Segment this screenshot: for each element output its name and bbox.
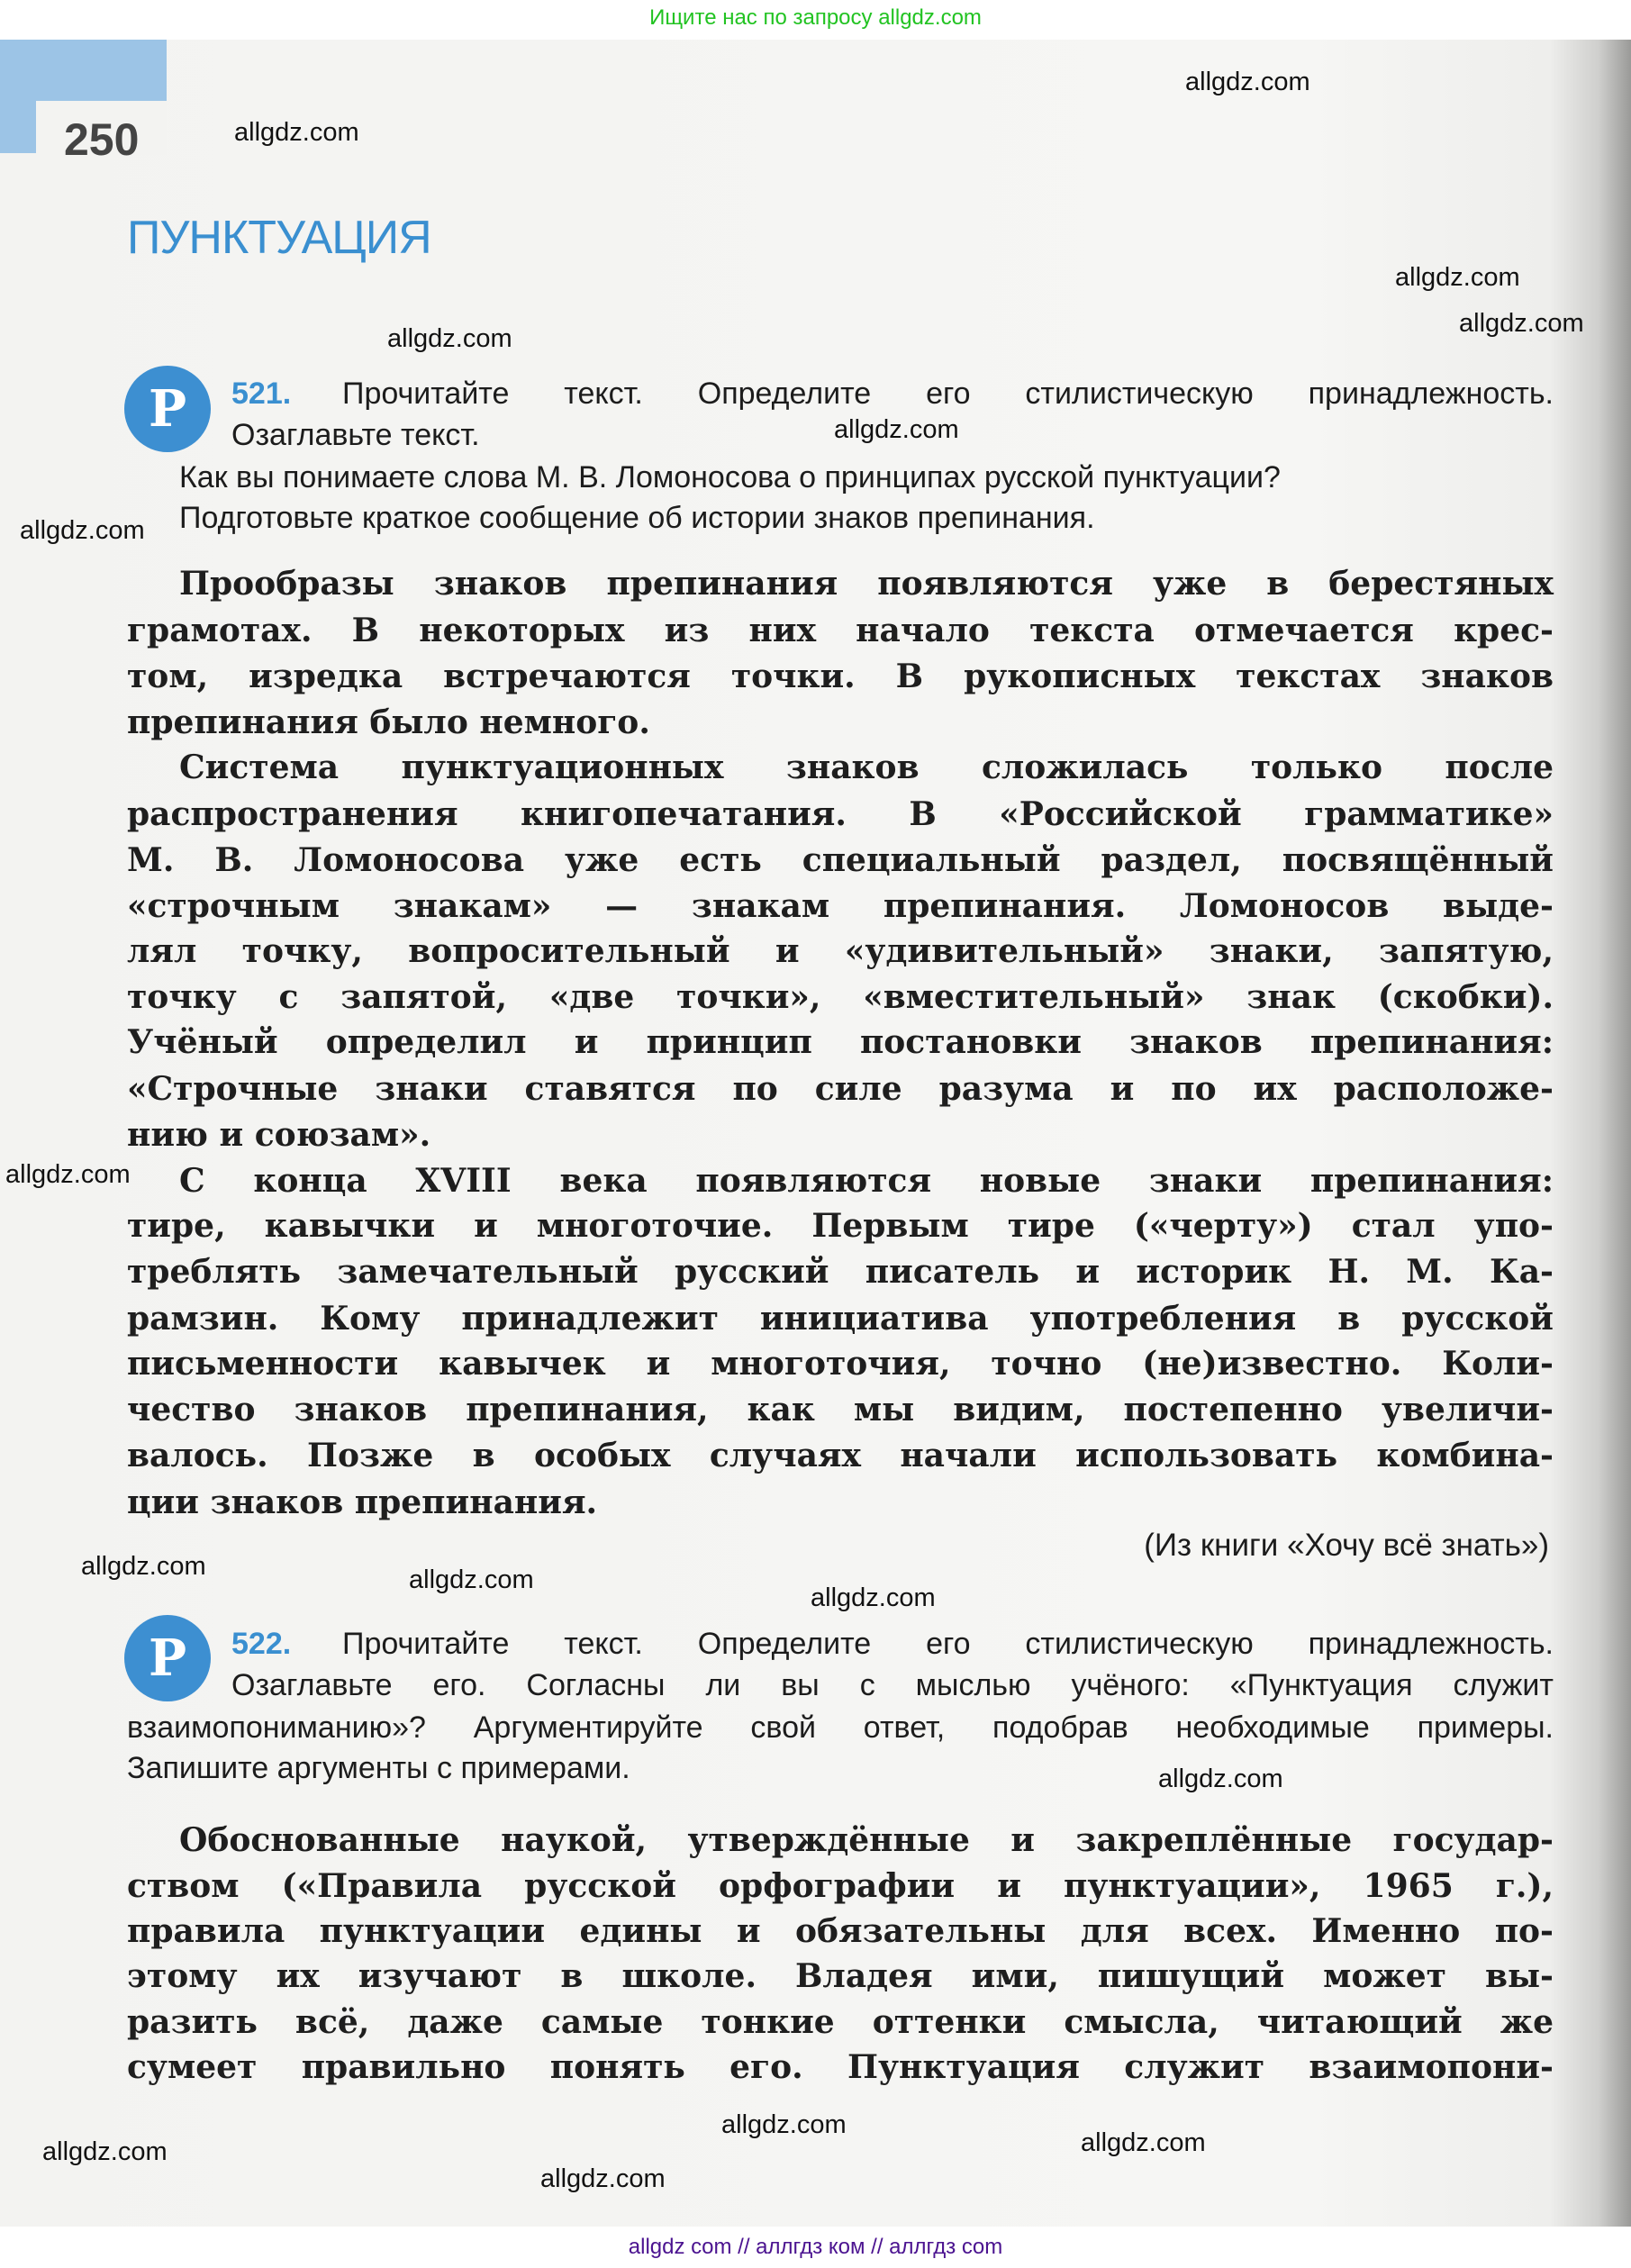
text-line: М. В. Ломоносова уже есть специальный раздел, посвящённый bbox=[127, 841, 1554, 879]
watermark-text: allgdz.com bbox=[409, 1565, 534, 1594]
watermark-text: allgdz.com bbox=[42, 2137, 168, 2166]
text-line: «Строчные знаки ставятся по силе разума и по их расположе- bbox=[127, 1070, 1554, 1108]
watermark-text: allgdz.com bbox=[234, 118, 359, 147]
text-line: чество знаков препинания, как мы видим, постепенно увеличи- bbox=[127, 1391, 1554, 1429]
watermark-text: allgdz.com bbox=[1395, 263, 1520, 292]
top-banner: Ищите нас по запросу allgdz.com bbox=[649, 5, 982, 30]
task-line: Подготовьте краткое сообщение об истории знаков препинания. bbox=[179, 501, 1095, 535]
rhetoric-badge-icon: Р bbox=[124, 1615, 211, 1701]
watermark-text: allgdz.com bbox=[1459, 309, 1584, 338]
text-line: Система пунктуационных знаков сложилась только после bbox=[179, 748, 1554, 786]
bottom-banner: allgdz com // аллгдз ком // аллгдз com bbox=[628, 2235, 1003, 2259]
text-line: «строчным знакам» — знакам препинания. Ломоносов выде- bbox=[127, 887, 1554, 925]
task-line: Прочитайте текст. Определите его стилистическую принадлежность. bbox=[342, 1627, 1554, 1661]
text-line: разить всё, даже самые тонкие оттенки смысла, читающий же bbox=[127, 2003, 1554, 2041]
text-line: Прообразы знаков препинания появляются уже в берестяных bbox=[179, 565, 1554, 603]
watermark-text: allgdz.com bbox=[81, 1552, 206, 1581]
text-line: грамотах. В некоторых из них начало текста отмечается крес- bbox=[127, 612, 1554, 649]
text-line: нию и союзам». bbox=[127, 1116, 431, 1154]
page-number: 250 bbox=[64, 114, 140, 165]
exercise-number: 521. bbox=[231, 376, 292, 411]
section-title: ПУНКТУАЦИЯ bbox=[127, 212, 431, 264]
text-line: треблять замечательный русский писатель и историк Н. М. Ка- bbox=[127, 1253, 1554, 1291]
watermark-text: allgdz.com bbox=[1081, 2128, 1206, 2157]
watermark-text: allgdz.com bbox=[20, 516, 145, 545]
text-line: рамзин. Кому принадлежит инициатива употребления в русской bbox=[127, 1300, 1554, 1338]
watermark-text: allgdz.com bbox=[540, 2164, 666, 2193]
watermark-text: allgdz.com bbox=[5, 1160, 131, 1189]
rhetoric-badge-icon: Р bbox=[124, 366, 211, 452]
task-line: взаимопониманию»? Аргументируйте свой ответ, подобрав необходимые примеры. bbox=[127, 1710, 1554, 1745]
text-line: этому их изучают в школе. Владея ими, пишущий может вы- bbox=[127, 1957, 1554, 1995]
text-line: Учёный определил и принцип постановки знаков препинания: bbox=[127, 1023, 1554, 1061]
text-source: (Из книги «Хочу всё знать») bbox=[1144, 1528, 1549, 1563]
watermark-text: allgdz.com bbox=[834, 415, 959, 444]
exercise-number: 522. bbox=[231, 1627, 292, 1661]
watermark-text: allgdz.com bbox=[387, 324, 512, 353]
text-line: С конца XVIII века появляются новые знаки препинания: bbox=[179, 1162, 1554, 1200]
task-line: Запишите аргументы с примерами. bbox=[127, 1751, 630, 1785]
watermark-text: allgdz.com bbox=[1158, 1765, 1283, 1793]
task-line: Озаглавьте текст. bbox=[231, 418, 480, 452]
text-line: ством («Правила русской орфографии и пунктуации», 1965 г.), bbox=[127, 1867, 1554, 1905]
text-line: тире, кавычки и многоточие. Первым тире («черту») стал упо- bbox=[127, 1207, 1554, 1245]
task-line: Прочитайте текст. Определите его стилистическую принадлежность. bbox=[342, 376, 1554, 411]
text-line: распространения книгопечатания. В «Российской грамматике» bbox=[127, 795, 1554, 833]
watermark-text: allgdz.com bbox=[721, 2110, 847, 2139]
text-line: сумеет правильно понять его. Пунктуация служит взаимопони- bbox=[127, 2048, 1554, 2086]
text-line: письменности кавычек и многоточия, точно (не)известно. Коли- bbox=[127, 1345, 1554, 1383]
text-line: точку с запятой, «две точки», «вместительный» знак (скобки). bbox=[127, 978, 1554, 1016]
watermark-text: allgdz.com bbox=[1185, 68, 1310, 96]
text-line: препинания было немного. bbox=[127, 703, 650, 741]
text-line: Обоснованные наукой, утверждённые и закреплённые государ- bbox=[179, 1821, 1554, 1859]
text-line: лял точку, вопросительный и «удивительный» знаки, запятую, bbox=[127, 932, 1554, 970]
task-line: Озаглавьте его. Согласны ли вы с мыслью учёного: «Пунктуация служит bbox=[231, 1668, 1554, 1702]
text-line: валось. Позже в особых случаях начали использовать комбина- bbox=[127, 1437, 1554, 1474]
text-line: том, изредка встречаются точки. В рукописных текстах знаков bbox=[127, 658, 1554, 695]
task-line: Как вы понимаете слова М. В. Ломоносова о принципах русской пунктуации? bbox=[179, 460, 1281, 494]
text-line: ции знаков препинания. bbox=[127, 1483, 598, 1521]
watermark-text: allgdz.com bbox=[811, 1583, 936, 1612]
text-line: правила пунктуации едины и обязательны для всех. Именно по- bbox=[127, 1912, 1554, 1950]
